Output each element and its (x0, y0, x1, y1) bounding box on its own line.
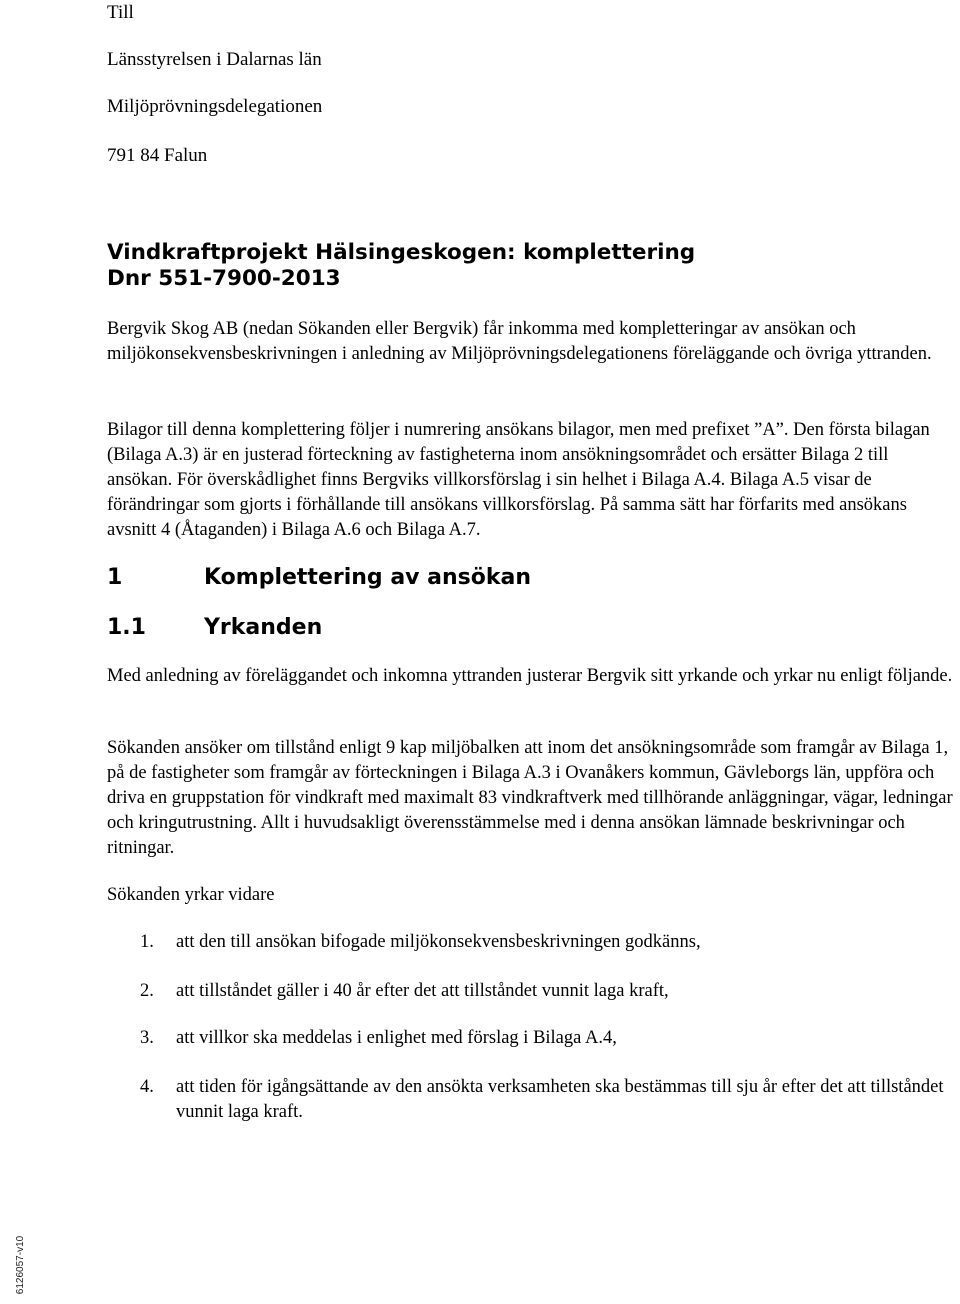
subsection-title: Yrkanden (204, 615, 323, 640)
list-item (107, 1026, 955, 1051)
list-item-number: 1. (140, 932, 154, 952)
recipient-postal-address: 791 84 Falun (107, 145, 208, 166)
document-reference-number: Dnr 551-7900-2013 (107, 266, 341, 291)
list-item-text: att tillståndet gäller i 40 år efter det att tillståndet vunnit laga kraft, (176, 981, 669, 1001)
document-id: 6126057-v10 (15, 1235, 27, 1295)
claims-intro-paragraph: Med anledning av föreläggandet och inkomna yttranden justerar Bergvik sitt yrkande och yrkar nu enligt följande. (107, 666, 953, 686)
list-item-text: att villkor ska meddelas i enlighet med förslag i Bilaga A.4, (176, 1028, 617, 1048)
further-claims-paragraph: Sökanden yrkar vidare (107, 885, 275, 905)
section-title: Komplettering av ansökan (204, 565, 532, 590)
subsection-heading (107, 614, 322, 642)
application-paragraph: Sökanden ansöker om tillstånd enligt 9 kap miljöbalken att inom det ansökningsområde som framgår av Bilaga 1, på de fastigheter som framgår av förteckningen i Bilaga A.3 i Ovanåkers kommun, Gävleborgs län, uppföra och driva en gruppstation för vindkraft med maximalt 83 vindkraftverk med tillhörande anläggningar, vägar, ledningar och kringutrustning. Allt i huvudsakligt överensstämmelse med i denna ansökan lämnade beskrivningar och ritningar. (107, 738, 953, 858)
list-item-text: att den till ansökan bifogade miljökonsekvensbeskrivningen godkänns, (176, 932, 701, 952)
section-number: 1 (107, 565, 123, 590)
list-item (107, 930, 955, 955)
intro-paragraph: Bergvik Skog AB (nedan Sökanden eller Bergvik) får inkomma med kompletteringar av ansökan och miljökonsekvensbeskrivningen i anledning av Miljöprövningsdelegationens föreläggande och övriga yttranden. (107, 319, 932, 364)
list-item-number: 3. (140, 1028, 154, 1048)
attachments-paragraph: Bilagor till denna komplettering följer i numrering ansökans bilagor, men med prefixet ”A”. Den första bilagan (Bilaga A.3) är en justerad förteckning av fastigheterna inom ansökningsområdet och ersätter Bilaga 2 till ansökan. För överskådlighet finns Bergviks villkorsförslag i sin helhet i Bilaga A.4. Bilaga A.5 visar de förändringar som gjorts i förhållande till ansökans villkorsförslag. På samma sätt har förfarits med ansökans avsnitt 4 (Åtaganden) i Bilaga A.6 och Bilaga A.7. (107, 420, 930, 540)
list-item-text: att tiden för igångsättande av den ansökta verksamheten ska bestämmas till sju år efter det att tillståndet vunnit laga kraft. (176, 1077, 944, 1122)
recipient-to: Till (107, 2, 134, 23)
recipient-department: Miljöprövningsdelegationen (107, 96, 323, 117)
recipient-authority: Länsstyrelsen i Dalarnas län (107, 49, 322, 70)
section-heading (107, 564, 531, 592)
list-item-number: 2. (140, 981, 154, 1001)
list-item (107, 1075, 955, 1125)
list-item (107, 979, 955, 1004)
list-item-number: 4. (140, 1077, 154, 1097)
document-title-line: Vindkraftprojekt Hälsingeskogen: komplettering (107, 240, 696, 265)
document-title (107, 240, 695, 292)
subsection-number: 1.1 (107, 615, 146, 640)
